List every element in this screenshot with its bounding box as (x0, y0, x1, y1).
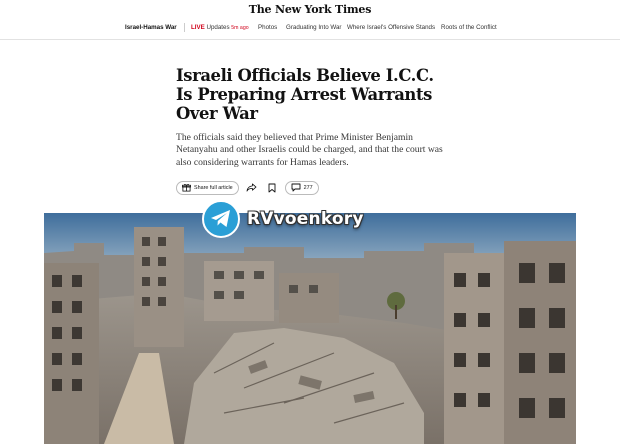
share-button[interactable] (245, 181, 259, 195)
updates-label: Updates (206, 24, 230, 31)
share-arrow-icon (246, 183, 257, 192)
telegram-plane-icon (202, 200, 240, 238)
section-nav (0, 18, 620, 40)
channel-watermark (202, 200, 364, 238)
share-full-article-label: Share full article (194, 184, 233, 191)
save-bookmark-button[interactable] (265, 181, 279, 195)
live-label: LIVE (191, 24, 205, 31)
lead-photo (44, 213, 576, 444)
nav-roots-of-conflict[interactable]: Roots of the Conflict (441, 24, 497, 31)
share-full-article-button[interactable] (176, 181, 239, 195)
article-toolbar (176, 180, 325, 195)
bookmark-icon (268, 183, 276, 193)
watermark-text: RVvoenkory (247, 209, 364, 229)
nav-section-israel-hamas-war[interactable]: Israel-Hamas War (125, 24, 177, 31)
nav-where-offensive-stands[interactable]: Where Israel's Offensive Stands (347, 24, 436, 31)
comment-count: 277 (303, 184, 313, 191)
destroyed-buildings-photo (44, 213, 576, 444)
nav-graduating-into-war[interactable]: Graduating Into War (286, 24, 342, 31)
updates-ago: 5m ago (231, 25, 249, 31)
nav-live-updates[interactable] (191, 24, 249, 31)
article-headline: Israeli Officials Believe I.C.C. Is Preparing Arrest Warrants Over War (176, 66, 434, 123)
masthead (0, 0, 620, 14)
comments-button[interactable] (285, 181, 319, 195)
article-summary: The officials said they believed that Prime Minister Benjamin Netanyahu and other Israelis could be charged, and that the court was also considering warrants for Hamas leaders. (176, 132, 443, 168)
gift-icon (182, 183, 191, 192)
nav-photos[interactable]: Photos (258, 24, 278, 31)
nyt-logo[interactable]: The New York Times (248, 3, 372, 16)
comment-bubble-icon (291, 183, 301, 192)
nav-divider (184, 23, 185, 32)
